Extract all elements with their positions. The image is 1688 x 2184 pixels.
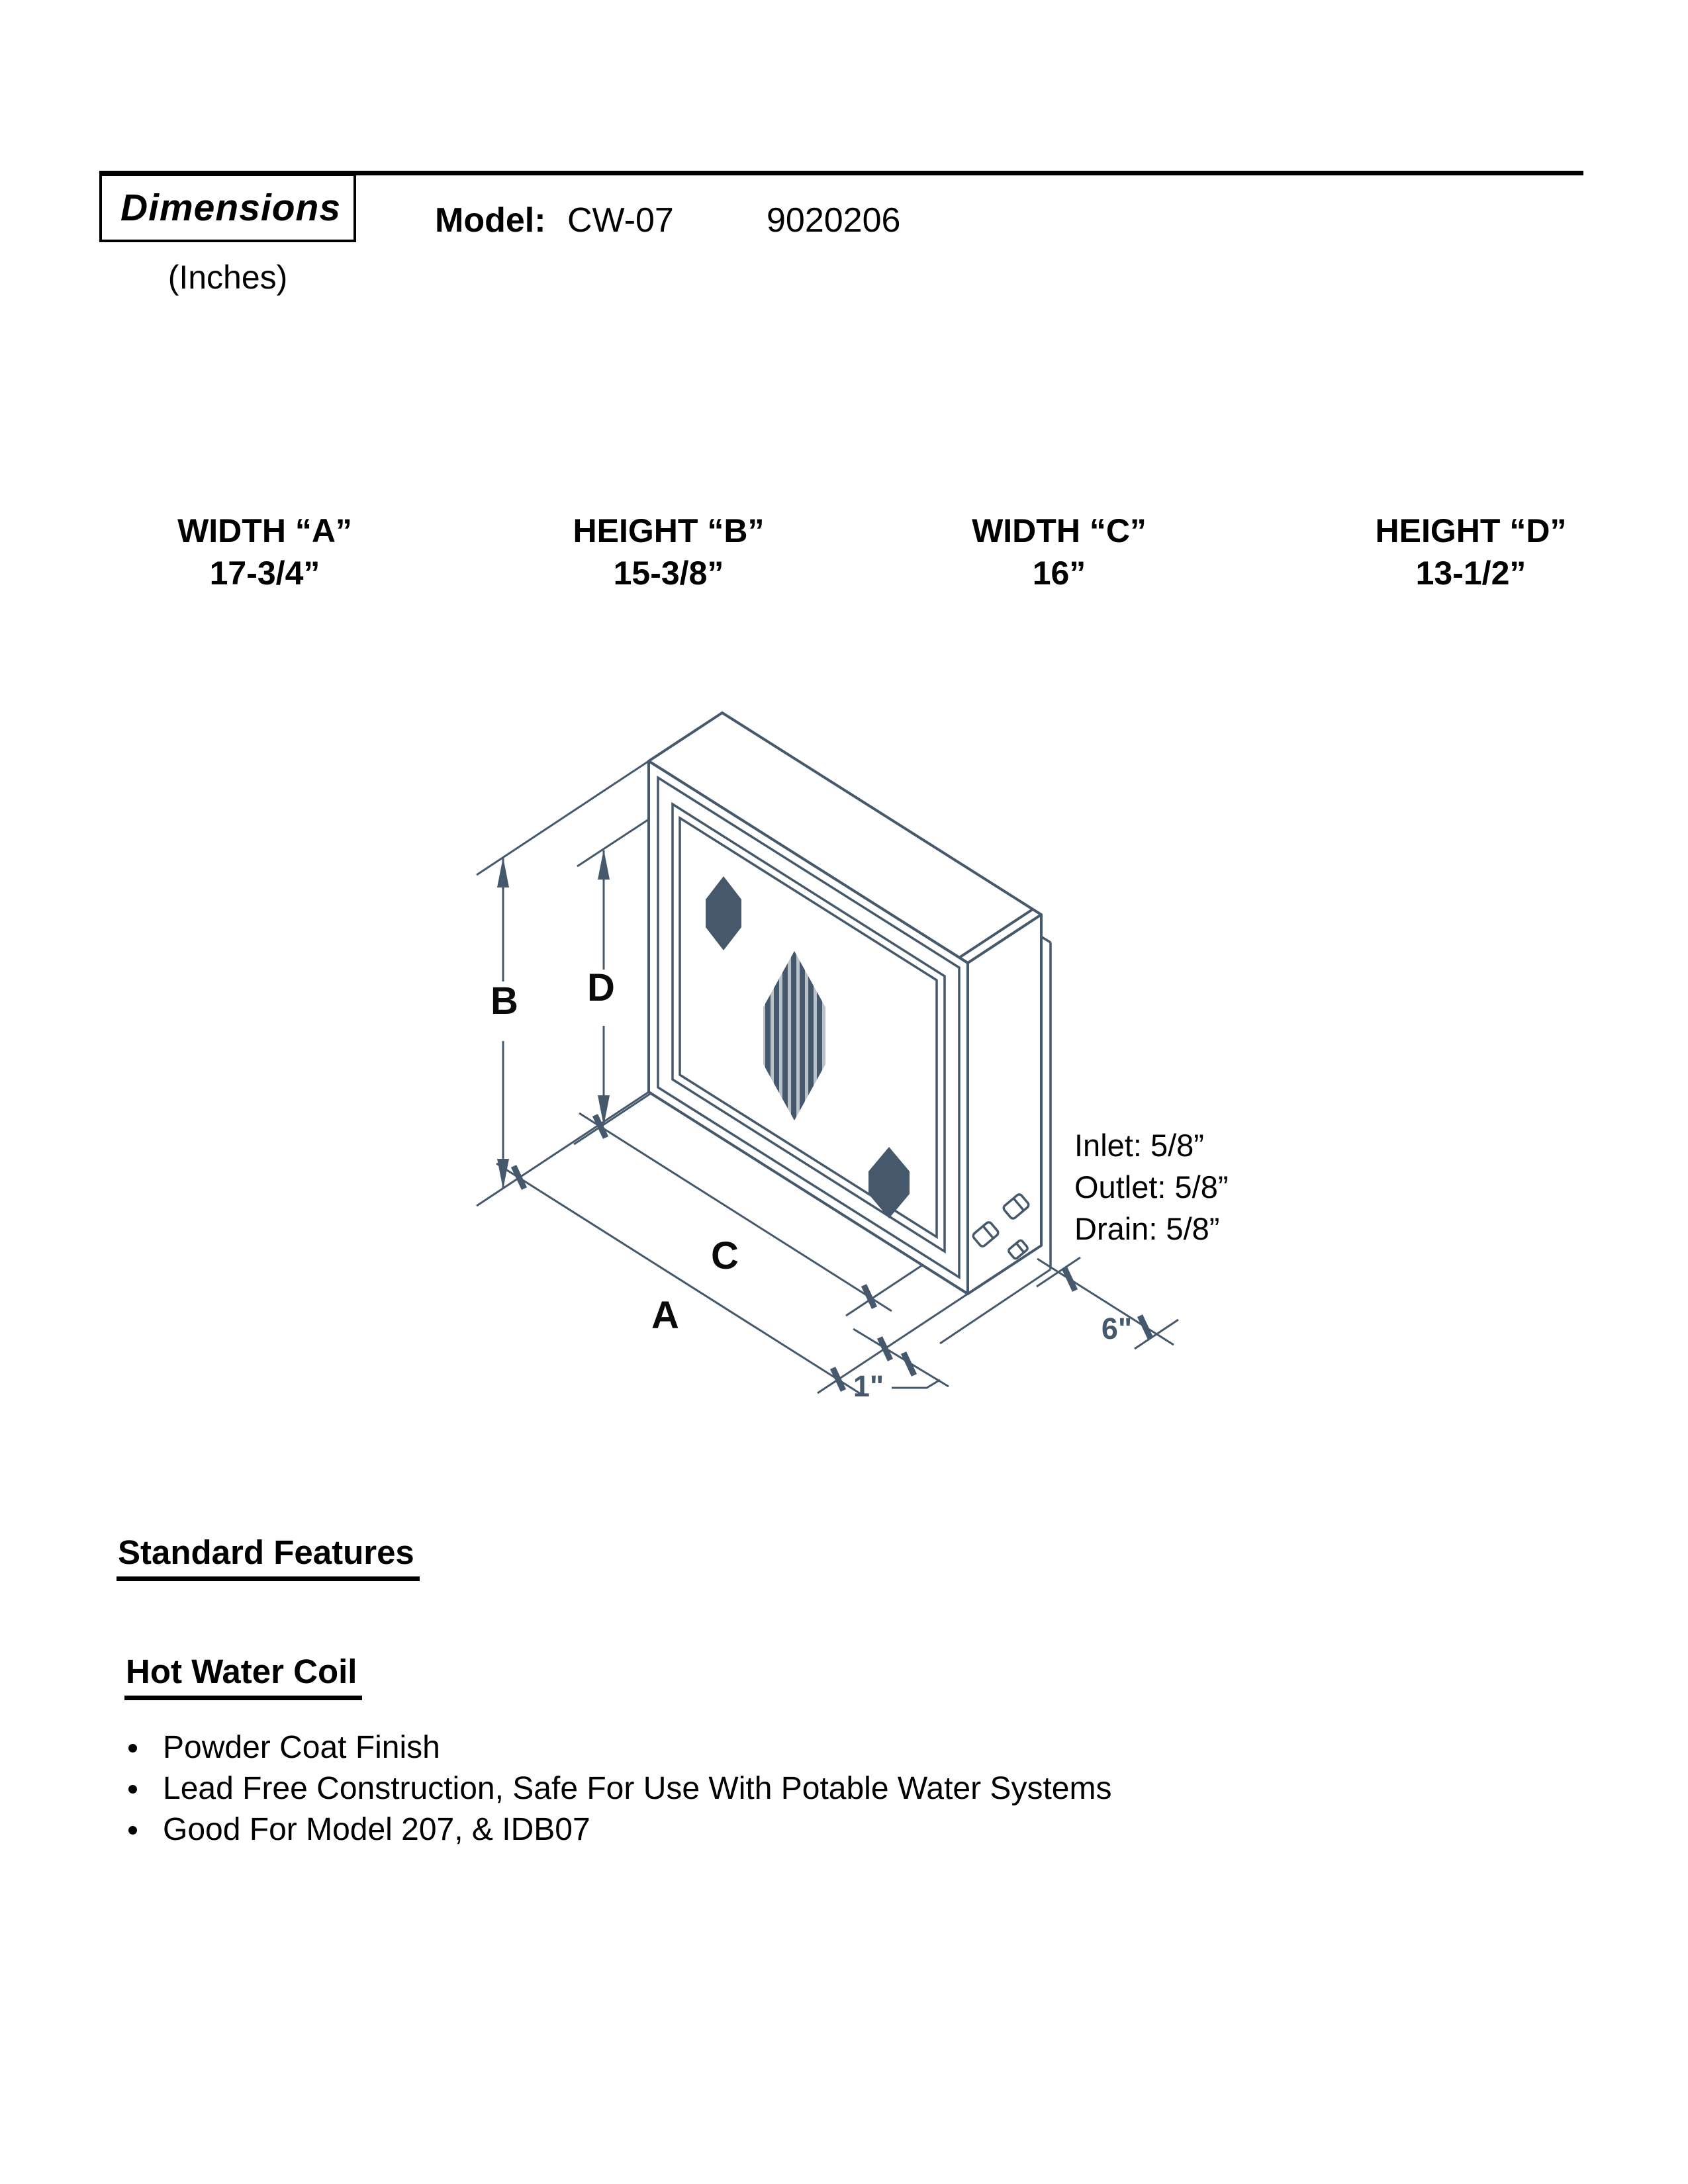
- dim-value: 17-3/4”: [209, 555, 320, 592]
- outlet-label: Outlet: 5/8”: [1074, 1169, 1229, 1205]
- connection-labels: [1074, 1128, 1229, 1246]
- label-d: D: [587, 966, 615, 1009]
- dimension-a: [496, 1163, 861, 1394]
- inlet-label: Inlet: 5/8”: [1074, 1128, 1204, 1163]
- label-1in: 1": [853, 1369, 884, 1403]
- feature-text: Powder Coat Finish: [163, 1730, 440, 1765]
- dim-name: HEIGHT “B”: [573, 512, 765, 549]
- dim-name: WIDTH “A”: [177, 512, 352, 549]
- dim-value: 15-3/8”: [613, 555, 724, 592]
- bullet-icon: [128, 1785, 137, 1794]
- dimension-col-height-b: [470, 510, 867, 594]
- dimension-col-width-a: [66, 510, 463, 594]
- units-label: (Inches): [167, 259, 288, 296]
- label-6in: 6": [1101, 1312, 1133, 1345]
- isometric-diagram: [447, 685, 1241, 1426]
- model-label: Model:: [435, 201, 546, 240]
- dim-value: 16”: [1032, 555, 1086, 592]
- feature-text: Good For Model 207, & IDB07: [163, 1812, 590, 1847]
- list-item: [124, 1772, 1250, 1805]
- dimensions-title-box: [99, 173, 356, 242]
- label-b: B: [491, 979, 518, 1023]
- features-list: [124, 1731, 1250, 1854]
- dim-value: 13-1/2”: [1415, 555, 1526, 592]
- bullet-icon: [128, 1826, 137, 1835]
- dim-name: WIDTH “C”: [972, 512, 1147, 549]
- list-item: [124, 1813, 1250, 1846]
- bullet-icon: [128, 1744, 137, 1752]
- dimension-col-width-c: [861, 510, 1258, 594]
- leader-1in: [892, 1380, 940, 1388]
- feature-text: Lead Free Construction, Safe For Use With Potable Water Systems: [163, 1771, 1112, 1806]
- model-value: CW-07: [567, 201, 674, 240]
- inch-labels: [853, 1312, 1132, 1403]
- dim-name: HEIGHT “D”: [1375, 512, 1567, 549]
- dimensions-title: Dimensions: [120, 187, 342, 229]
- list-item: [124, 1731, 1250, 1764]
- coil-back-panel: [1042, 937, 1051, 1269]
- hot-water-coil-heading: Hot Water Coil: [124, 1652, 362, 1700]
- dimension-col-height-d: [1272, 510, 1669, 594]
- cabinet-box: [649, 713, 1041, 1294]
- drain-label: Drain: 5/8”: [1074, 1211, 1220, 1246]
- dimension-b: [497, 857, 509, 1189]
- label-c: C: [711, 1234, 739, 1277]
- model-number: 9020206: [767, 201, 901, 240]
- standard-features-heading: Standard Features: [117, 1533, 420, 1581]
- label-a: A: [651, 1294, 679, 1337]
